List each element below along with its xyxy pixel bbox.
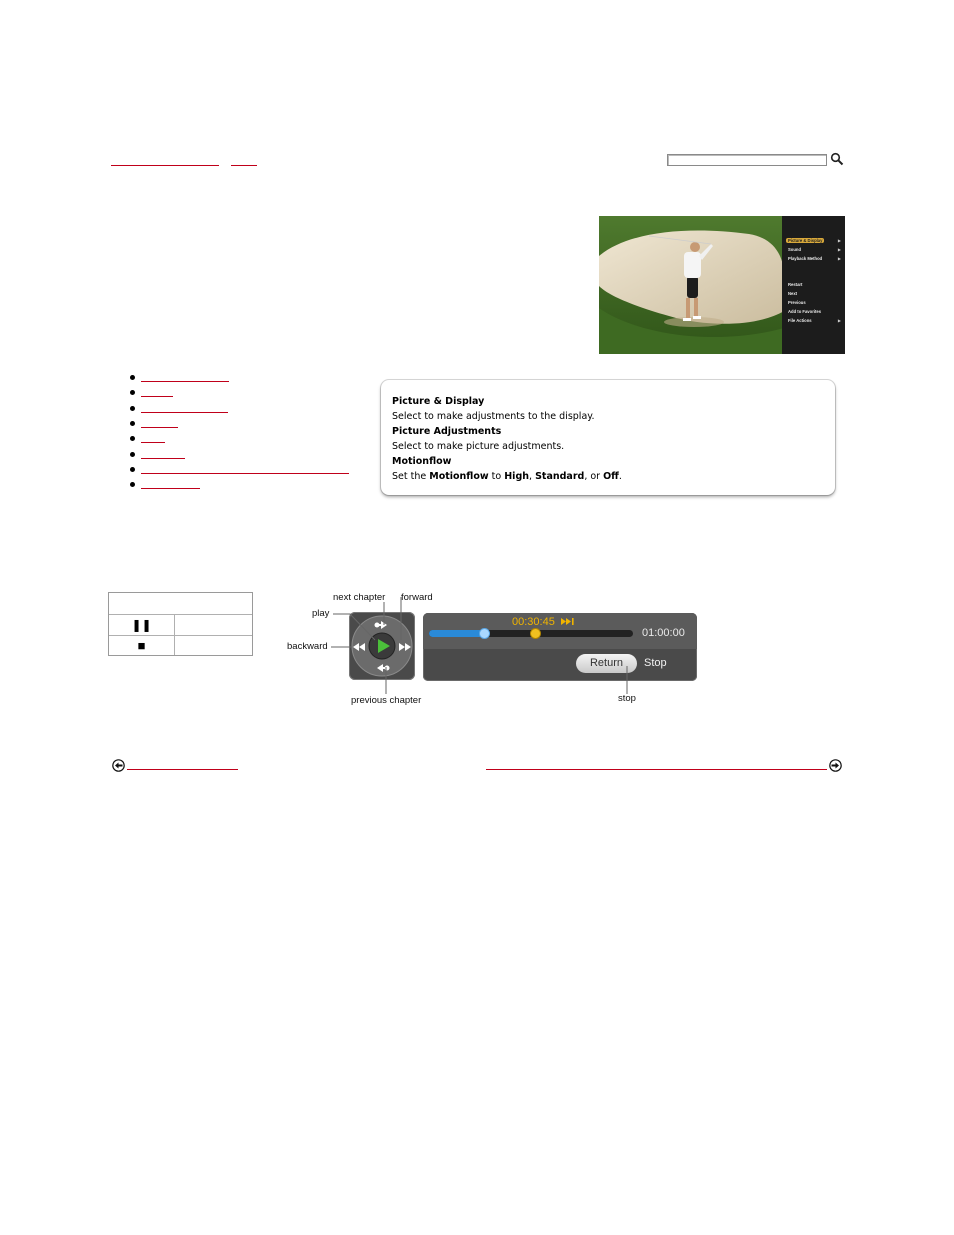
label-next-chapter: next chapter	[333, 592, 386, 603]
label-backward: backward	[287, 641, 328, 652]
menu-item[interactable]: Previous	[788, 300, 806, 305]
menu-item[interactable]: Playback Method	[788, 256, 823, 261]
previous-page-link[interactable]	[127, 761, 238, 770]
stop-icon: ■	[137, 638, 146, 653]
callout-text-motionflow: Set the Motionflow to High, Standard, or Off.	[392, 471, 622, 482]
right-arrow-circle-icon[interactable]	[829, 759, 842, 772]
next-page-link[interactable]	[486, 761, 827, 770]
menu-item[interactable]: Sound	[788, 247, 802, 252]
label-previous-chapter: previous chapter	[351, 695, 422, 706]
label-play: play	[312, 608, 330, 619]
current-timecode: 00:30:45	[512, 616, 575, 628]
submenu-arrow-icon: ▶	[837, 238, 841, 243]
menu-item[interactable]: Picture & Display	[788, 238, 823, 243]
left-arrow-circle-icon[interactable]	[112, 759, 125, 772]
callout-heading-picture-adjustments: Picture Adjustments	[392, 426, 502, 437]
callout-text-picture-display: Select to make adjustments to the display.	[392, 411, 595, 422]
stop-button[interactable]: Stop	[644, 657, 667, 669]
pause-icon: ❚❚	[131, 618, 152, 632]
total-duration: 01:00:00	[642, 627, 685, 639]
menu-item[interactable]: Next	[788, 291, 798, 296]
callout-heading-picture-display: Picture & Display	[392, 396, 485, 407]
menu-item[interactable]: Add to Favorites	[788, 309, 822, 314]
return-button[interactable]: Return	[576, 654, 637, 673]
callout-heading-motionflow: Motionflow	[392, 456, 452, 467]
submenu-arrow-icon: ▶	[837, 247, 841, 252]
callout-text-picture-adjustments: Select to make picture adjustments.	[392, 441, 565, 452]
label-stop: stop	[618, 693, 636, 704]
submenu-arrow-icon: ▶	[837, 256, 841, 261]
label-forward: forward	[401, 592, 433, 603]
menu-item[interactable]: Restart	[788, 282, 803, 287]
menu-item[interactable]: File Actions	[788, 318, 812, 323]
submenu-arrow-icon: ▶	[837, 318, 841, 323]
